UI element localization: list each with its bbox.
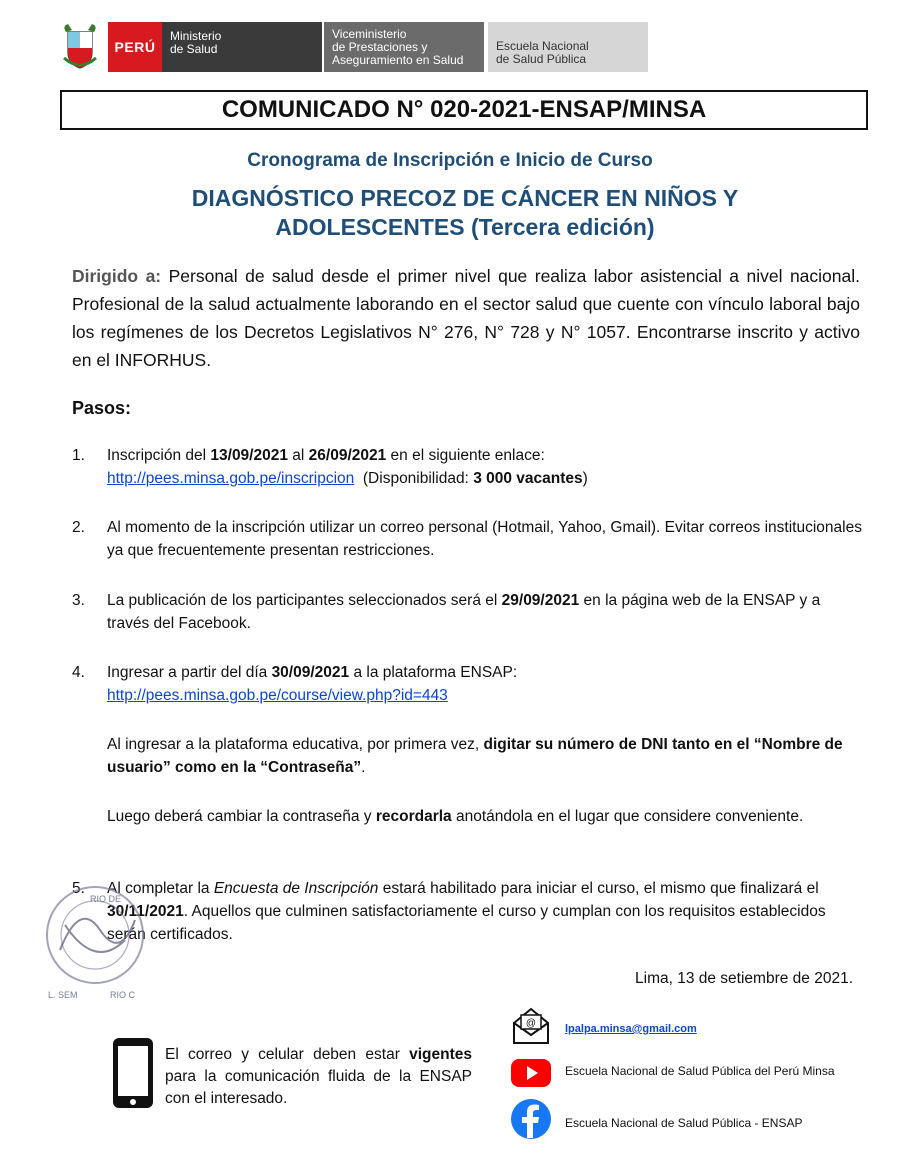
step-number: 5. xyxy=(72,880,85,897)
escuela-line1: Escuela Nacional xyxy=(496,39,589,53)
header-logos xyxy=(60,22,648,72)
step-text: anotándola en el lugar que considere conveniente. xyxy=(451,808,804,825)
login-instruction: digitar su número de DNI tanto en el “Nombre de usuario” como en la “Contraseña” xyxy=(107,736,843,776)
registration-link[interactable]: http://pees.minsa.gob.pe/inscripcion xyxy=(107,470,355,487)
steps-heading: Pasos: xyxy=(72,398,132,418)
note-text: El correo y celular deben estar xyxy=(165,1046,410,1063)
platform-link[interactable]: http://pees.minsa.gob.pe/course/view.php?id=443 xyxy=(107,687,448,704)
step-text: . Aquellos que culminen satisfactoriamente el curso y cumplan con los requisitos establecidos serán certificados. xyxy=(107,903,826,943)
viceministerio-block xyxy=(324,22,484,72)
publication-date: 29/09/2021 xyxy=(501,592,580,609)
step-2 xyxy=(72,516,862,562)
step-text: al xyxy=(287,447,309,464)
svg-text:@: @ xyxy=(525,1018,537,1029)
vice-line1: Viceministerio xyxy=(332,27,407,41)
step-text: Al completar la xyxy=(107,880,214,897)
contact-email[interactable]: lpalpa.minsa@gmail.com xyxy=(565,1023,697,1035)
stamp-text-left: L. SEM xyxy=(48,990,78,1000)
email-icon xyxy=(510,1005,552,1047)
step-text: en el siguiente enlace: xyxy=(386,447,545,464)
stamp-text-top: RIO DE xyxy=(90,894,122,904)
phone-note xyxy=(165,1044,472,1110)
step-text: . xyxy=(361,759,366,776)
step-text: Luego deberá cambiar la contraseña y xyxy=(107,808,376,825)
document-title: COMUNICADO N° 020-2021-ENSAP/MINSA xyxy=(60,90,868,130)
peru-shield-icon xyxy=(60,22,100,70)
escuela-line2: de Salud Pública xyxy=(496,52,587,66)
peru-logo: PERÚ xyxy=(108,22,162,72)
start-date: 13/09/2021 xyxy=(210,447,288,464)
step-5 xyxy=(72,877,862,946)
step-text: Inscripción del xyxy=(107,447,211,464)
contact-email-row xyxy=(565,1021,697,1035)
step-number: 2. xyxy=(72,519,85,536)
ministerio-line1: Ministerio xyxy=(170,29,222,43)
access-date: 30/09/2021 xyxy=(271,664,350,681)
step-text: Al ingresar a la plataforma educativa, por primera vez, xyxy=(107,736,484,753)
vice-line2: de Prestaciones y xyxy=(332,40,428,54)
step-text: a la plataforma ENSAP: xyxy=(349,664,518,681)
official-stamp xyxy=(40,880,150,1000)
step-1 xyxy=(72,444,862,490)
note-text: para la comunicación fluida de la ENSAP con el interesado. xyxy=(165,1068,472,1107)
remember-instruction: recordarla xyxy=(375,808,452,825)
step-3 xyxy=(72,589,862,635)
note-bold: vigentes xyxy=(409,1046,472,1063)
target-audience xyxy=(72,262,860,374)
end-date: 26/09/2021 xyxy=(308,447,387,464)
course-title: DIAGNÓSTICO PRECOZ DE CÁNCER EN NIÑOS Y ADOLESCENTES (Tercera edición) xyxy=(191,185,739,240)
step-4-login-note xyxy=(72,733,862,779)
step-text: (Disponibilidad: xyxy=(354,470,474,487)
escuela-block xyxy=(488,22,648,72)
schedule-subtitle: Cronograma de Inscripción e Inicio de Curso xyxy=(247,150,653,171)
target-label: Dirigido a: xyxy=(72,266,162,286)
survey-name: Encuesta de Inscripción xyxy=(213,880,379,897)
facebook-icon xyxy=(510,1098,552,1140)
step-text: estará habilitado para iniciar el curso, el mismo que finalizará el xyxy=(378,880,819,897)
ministerio-block xyxy=(162,22,322,72)
step-number: 4. xyxy=(72,664,85,681)
step-text: Ingresar a partir del día xyxy=(107,664,272,681)
vice-line3: Aseguramiento en Salud xyxy=(332,53,464,67)
step-text: La publicación de los participantes seleccionados será el xyxy=(107,592,502,609)
facebook-page[interactable]: Escuela Nacional de Salud Pública - ENSAP xyxy=(565,1116,803,1130)
end-course-date: 30/11/2021 xyxy=(107,903,184,920)
step-4 xyxy=(72,661,862,707)
step-number: 1. xyxy=(72,447,85,464)
youtube-icon xyxy=(510,1052,552,1094)
stamp-text-right: RIO C xyxy=(110,990,136,1000)
place-date: Lima, 13 de setiembre de 2021. xyxy=(635,970,853,987)
target-text: Personal de salud desde el primer nivel que realiza labor asistencial a nivel nacional. Profesional de la salud actualmente laborando en el sector salud que cuente con vínculo laboral bajo los regímenes de los Decretos Legislativos N° 276, N° 728 y N° 1057. Encontrarse inscrito y activo en el INFORHUS. xyxy=(72,266,861,370)
step-text: en la página web de la ENSAP y a través del Facebook. xyxy=(107,592,821,632)
step-text: Al momento de la inscripción utilizar un correo personal (Hotmail, Yahoo, Gmail). Evitar correos institucionales ya que frecuentemente presentan restricciones. xyxy=(107,519,862,559)
step-number: 3. xyxy=(72,592,85,609)
youtube-channel[interactable]: Escuela Nacional de Salud Pública del Perú Minsa xyxy=(565,1064,835,1078)
step-4-password-note xyxy=(72,805,862,828)
ministerio-line2: de Salud xyxy=(170,42,218,56)
step-text: ) xyxy=(582,470,588,487)
vacancies: 3 000 vacantes xyxy=(473,470,583,487)
phone-icon xyxy=(111,1036,155,1110)
